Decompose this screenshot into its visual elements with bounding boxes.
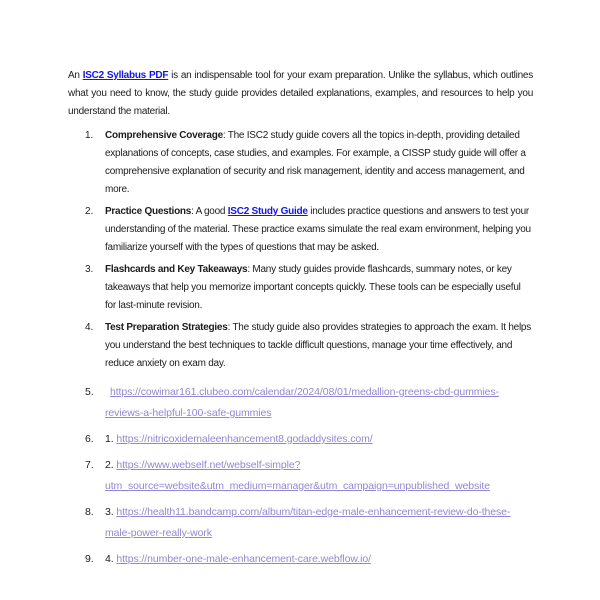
godaddysites-link[interactable]: https://nitricoxidemaleenhancement8.godaddysites.com/ [116,433,373,445]
item-body-text: : The ISC2 study guide covers all the topics in-depth, providing detailed explanations of concepts, case studies, and examples. For example, a CISSP study guide will offer a comprehensive explanation of security and risk management, identity and access management, and more. [105,130,526,195]
url-number-prefix: 4. [105,553,117,565]
list-marker: 5. [85,386,94,398]
item-bold-lead: Comprehensive Coverage [105,130,223,141]
item-body-text: : The study guide also provides strategies to approach the exam. It helps you understand the best techniques to tackle difficult questions, manage your time effectively, and reduce anxiety on exam day. [105,322,531,369]
list-marker: 3. [85,264,94,275]
isc2-syllabus-pdf-link[interactable]: ISC2 Syllabus PDF [82,70,169,81]
numbered-list [68,127,533,570]
list-marker: 8. [85,506,94,518]
list-marker: 1. [85,130,94,141]
list-marker: 9. [85,553,94,565]
list-item-text [105,319,533,373]
intro-text-post: is an indispensable tool for your exam preparation. Unlike the syllabus, which outlines what you need to know, the study guide provides detailed explanations, examples, and resources to help you understand the material. [68,70,533,117]
list-marker: 2. [85,206,94,217]
list-item-url-bandcamp [68,502,533,544]
item-bold-lead: Practice Questions [105,206,192,217]
clubeo-gummies-link[interactable]: https://cowimar161.clubeo.com/calendar/2024/08/01/medallion-greens-cbd-gummies-reviews-a-helpful-100-safe-gummies [105,386,499,419]
list-marker: 4. [85,322,94,333]
list-item-text [105,549,533,570]
webself-link[interactable]: https://www.webself.net/webself-simple?utm_source=website&utm_medium=manager&utm_campaign=unpublished_website [105,459,490,492]
list-item-url-webflow [68,549,533,570]
item-body-text: : Many study guides provide flashcards, summary notes, or key takeaways that help you memorize important concepts quickly. These tools can be especially useful for last-minute revision. [105,264,521,311]
list-item-url-clubeo [68,382,533,424]
list-item-practice-questions [68,203,533,257]
isc2-study-guide-link[interactable]: ISC2 Study Guide [227,206,308,217]
list-marker: 7. [85,459,94,471]
list-item-text [105,203,533,257]
list-item-text [105,382,533,424]
item-bold-lead: Test Preparation Strategies [105,322,228,333]
list-item-text [105,429,533,450]
intro-text-pre: An [68,70,83,81]
intro-paragraph [68,67,533,121]
list-item-text [105,455,533,497]
list-item-comprehensive-coverage [68,127,533,199]
webflow-link[interactable]: https://number-one-male-enhancement-care.webflow.io/ [116,553,371,565]
url-number-prefix: 3. [105,506,117,518]
list-item-test-prep-strategies [68,319,533,373]
list-item-text [105,502,533,544]
list-item-text [105,127,533,199]
list-item-url-godaddysites [68,429,533,450]
item-body-text: : A good [191,206,228,217]
list-item-text [105,261,533,315]
url-number-prefix: 1. [105,433,117,445]
url-number-prefix: 2. [105,459,117,471]
bandcamp-link[interactable]: https://health11.bandcamp.com/album/titan-edge-male-enhancement-review-do-these-male-power-really-work [105,506,511,539]
list-marker: 6. [85,433,94,445]
list-item-flashcards [68,261,533,315]
item-body-text: includes practice questions and answers to test your understanding of the material. These practice exams simulate the real exam environment, helping you familiarize yourself with the types of questions that may be asked. [105,206,531,253]
item-bold-lead: Flashcards and Key Takeaways [105,264,248,275]
list-item-url-webself [68,455,533,497]
